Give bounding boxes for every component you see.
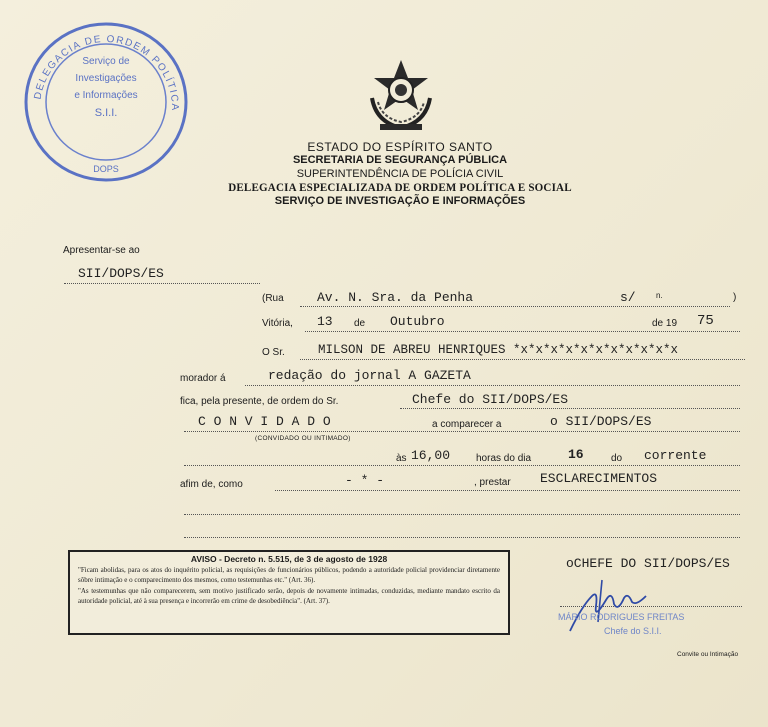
convidado-line	[184, 431, 740, 432]
header-state: ESTADO DO ESPÍRITO SANTO	[307, 140, 493, 154]
rua-line	[300, 306, 730, 307]
header-delegacia: DELEGACIA ESPECIALIZADA DE ORDEM POLÍTICA E SOCIAL	[228, 180, 572, 194]
fica-line	[400, 408, 740, 409]
morador-label: morador á	[180, 373, 226, 384]
stamp-line-3: e Informações	[74, 90, 138, 101]
fica-label: fica, pela presente, de ordem do Sr.	[180, 396, 339, 407]
signer-name: MÁRIO RODRIGUES FREITAS	[558, 612, 685, 622]
sr-label: O Sr.	[262, 347, 285, 358]
afim-label: afim de, como	[180, 479, 243, 490]
date-line	[305, 331, 740, 332]
header-superintendencia: SUPERINTENDÊNCIA DE POLÍCIA CIVIL	[296, 168, 504, 180]
corrente-value: corrente	[644, 448, 707, 463]
hora-value: 16,00	[411, 448, 451, 463]
do-label: do	[611, 453, 623, 464]
de-label: de	[354, 318, 366, 329]
afim-line	[275, 490, 740, 491]
stamp-seal-icon	[20, 18, 192, 186]
footer-note: Convite ou Intimação	[677, 651, 739, 658]
rua-value: Av. N. Sra. da Penha	[317, 290, 474, 305]
rua-close: )	[733, 292, 737, 303]
aviso-paragraph-2: "As testemunhas que não comparecerem, sem motivo justificado serão, depois de novamente intimadas, conduzidas, mediante mandato escrito da autoridade policial, até à sua presença e incorrerão em crime de desobediência". (Art. 37).	[78, 587, 500, 605]
sr-value: MILSON DE ABREU HENRIQUES *x*x*x*x*x*x*x*x*x*x*x	[318, 343, 679, 357]
aviso-paragraph-1: "Ficam abolidas, para os atos do inquérito policial, as requisições de funcionários públicos, podendo a autoridade policial providenciar diretamente sôbre intimação e o comparecimento dos mesmos, como testemunhas etc." (Art. 36).	[78, 566, 500, 584]
ano-label: de 19	[652, 318, 678, 329]
header-secretaria: SECRETARIA DE SEGURANÇA PÚBLICA	[292, 154, 508, 166]
morador-line	[245, 385, 740, 386]
morador-value: redação do jornal A GAZETA	[268, 368, 471, 383]
comparecer-value: o SII/DOPS/ES	[550, 414, 652, 429]
stamp-ring-text: DELEGACIA DE ORDEM POLÍTICA	[32, 33, 181, 112]
dia2-value: 16	[568, 447, 584, 462]
convidado-hint: (CONVIDADO OU INTIMADO)	[255, 435, 351, 442]
numero-value: s/	[620, 290, 636, 305]
sr-line	[300, 359, 745, 360]
as-label: às	[396, 453, 407, 464]
hora-line	[184, 465, 740, 466]
header-servico: SERVIÇO DE INVESTIGAÇÃO E INFORMAÇÕES	[274, 195, 526, 207]
prestar-value: ESCLARECIMENTOS	[540, 471, 658, 486]
aviso-box	[68, 550, 510, 635]
ano-value: 75	[697, 313, 714, 329]
comparecer-label: a comparecer a	[432, 419, 502, 430]
convidado-value: C O N V I D A D O	[198, 414, 331, 429]
blank-line-1	[184, 514, 740, 515]
mes-value: Outubro	[390, 314, 445, 329]
stamp-line-1: Serviço de	[82, 56, 130, 67]
vitoria-label: Vitória,	[262, 318, 293, 329]
blank-line-2	[184, 537, 740, 538]
coat-of-arms-icon	[366, 58, 436, 133]
chefe-title: oCHEFE DO SII/DOPS/ES	[566, 556, 730, 571]
aviso-title: AVISO - Decreto n. 5.515, de 3 de agosto de 1928	[190, 554, 388, 564]
dia-value: 13	[317, 314, 333, 329]
stamp-line-2: Investigações	[75, 73, 137, 84]
dops-stamp	[20, 18, 192, 186]
stamp-line-4: S.I.I.	[94, 107, 118, 119]
apresentar-line	[64, 283, 260, 284]
apresentar-label: Apresentar-se ao	[63, 245, 140, 256]
stamp-bottom: DOPS	[93, 164, 119, 174]
apresentar-value: SII/DOPS/ES	[78, 266, 164, 281]
fica-value: Chefe do SII/DOPS/ES	[412, 392, 569, 407]
signer-role: Chefe do S.I.I.	[604, 626, 662, 636]
rua-label: (Rua	[262, 293, 284, 304]
prestar-label: , prestar	[474, 477, 511, 488]
horas-label: horas do dia	[476, 453, 532, 464]
numero-label: n.	[656, 291, 663, 300]
afim-value: - * -	[345, 473, 385, 488]
